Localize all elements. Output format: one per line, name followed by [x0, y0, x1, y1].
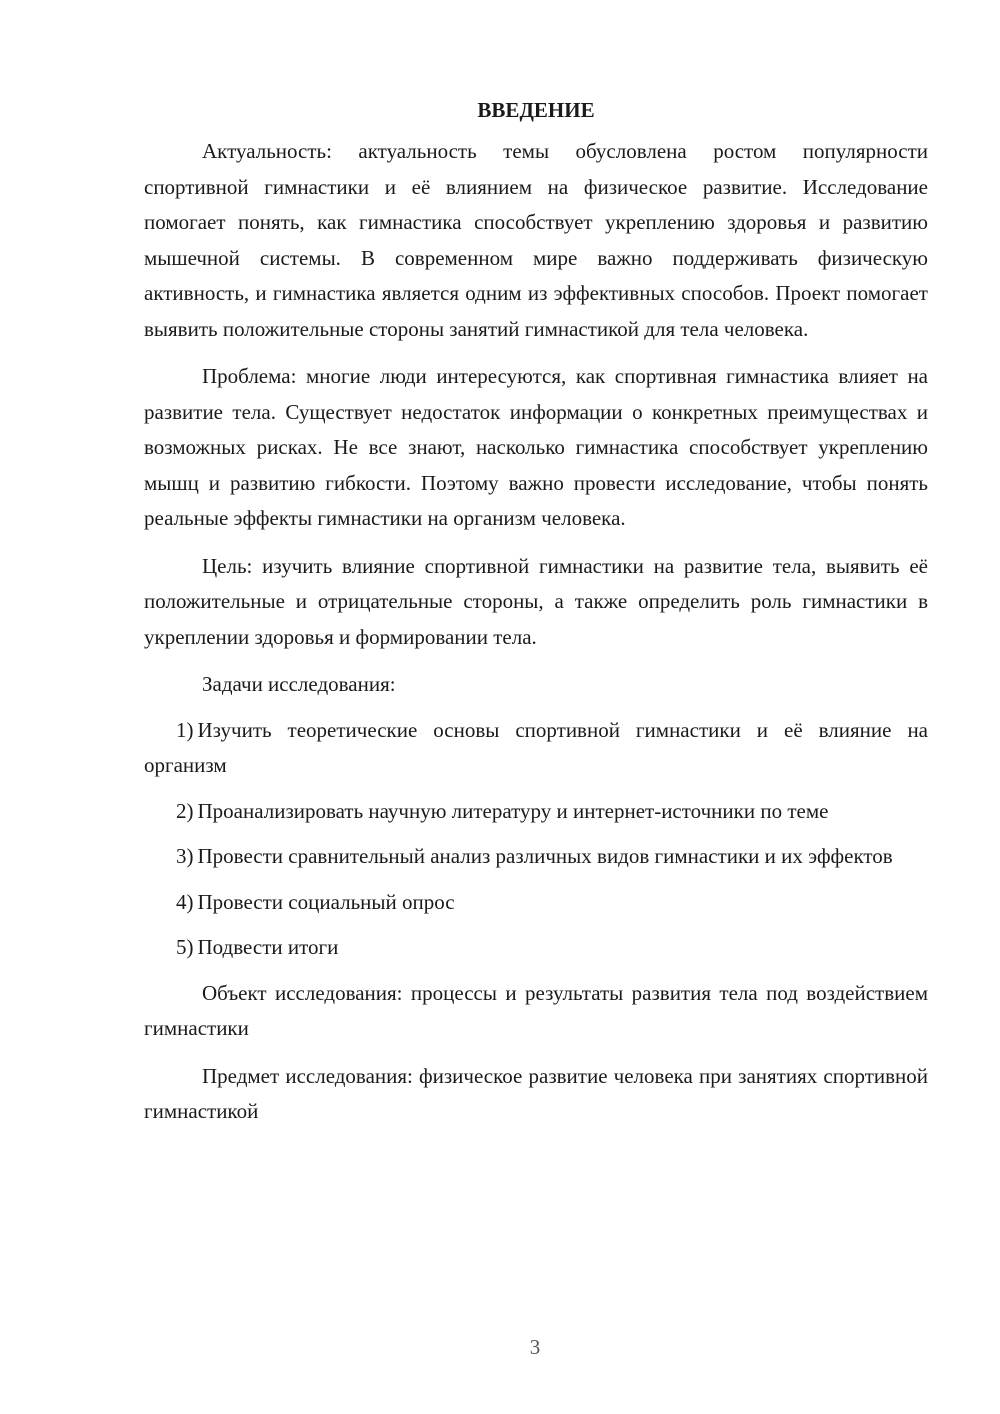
- task-text: Изучить теоретические основы спортивной гимнастики и её влияние на организм: [144, 717, 928, 777]
- task-text: Провести социальный опрос: [197, 889, 455, 914]
- task-text: Проанализировать научную литературу и интернет-источники по теме: [197, 798, 829, 823]
- list-item: [144, 885, 928, 921]
- list-item: [144, 794, 928, 830]
- object-paragraph: Объект исследования: процессы и результаты развития тела под воздействием гимнастики: [144, 980, 928, 1040]
- task-text: Подвести итоги: [197, 935, 339, 959]
- task-number: 3): [176, 844, 194, 868]
- page-title: ВВЕДЕНИЕ: [477, 98, 595, 122]
- task-number: 4): [176, 889, 194, 914]
- tasks-heading: Задачи исследования:: [202, 672, 396, 696]
- problem-paragraph: Проблема: многие люди интересуются, как спортивная гимнастика влияет на развитие тела. Существует недостаток информации о конкретных преимуществах и возможных рисках. Не все знают, насколько гимнастика способствует укреплению мышц и развитию гибкости. Поэтому важно провести исследование, чтобы понять реальные эффекты гимнастики на организм человека.: [144, 364, 928, 530]
- tasks-list: [144, 713, 928, 966]
- task-number: 1): [176, 717, 194, 742]
- list-item: [144, 839, 928, 875]
- task-number: 5): [176, 935, 194, 959]
- goal-paragraph: Цель: изучить влияние спортивной гимнастики на развитие тела, выявить её положительные и отрицательные стороны, а также определить роль гимнастики в укреплении здоровья и формировании тела.: [144, 553, 928, 649]
- document-page: [144, 96, 928, 1142]
- page-number: 3: [529, 1335, 541, 1359]
- relevance-paragraph: Актуальность: актуальность темы обусловлена ростом популярности спортивной гимнастики и её влиянием на физическое развитие. Исследование помогает понять, как гимнастика способствует укреплению здоровья и развитию мышечной системы. В современном мире важно поддерживать физическую активность, и гимнастика является одним из эффективных способов. Проект помогает выявить положительные стороны занятий гимнастикой для тела человека.: [144, 139, 928, 341]
- task-number: 2): [176, 798, 194, 823]
- task-text: Провести сравнительный анализ различных видов гимнастики и их эффектов: [197, 844, 893, 868]
- subject-paragraph: Предмет исследования: физическое развитие человека при занятиях спортивной гимнастикой: [144, 1063, 928, 1123]
- list-item: [144, 713, 928, 784]
- list-item: [144, 930, 928, 966]
